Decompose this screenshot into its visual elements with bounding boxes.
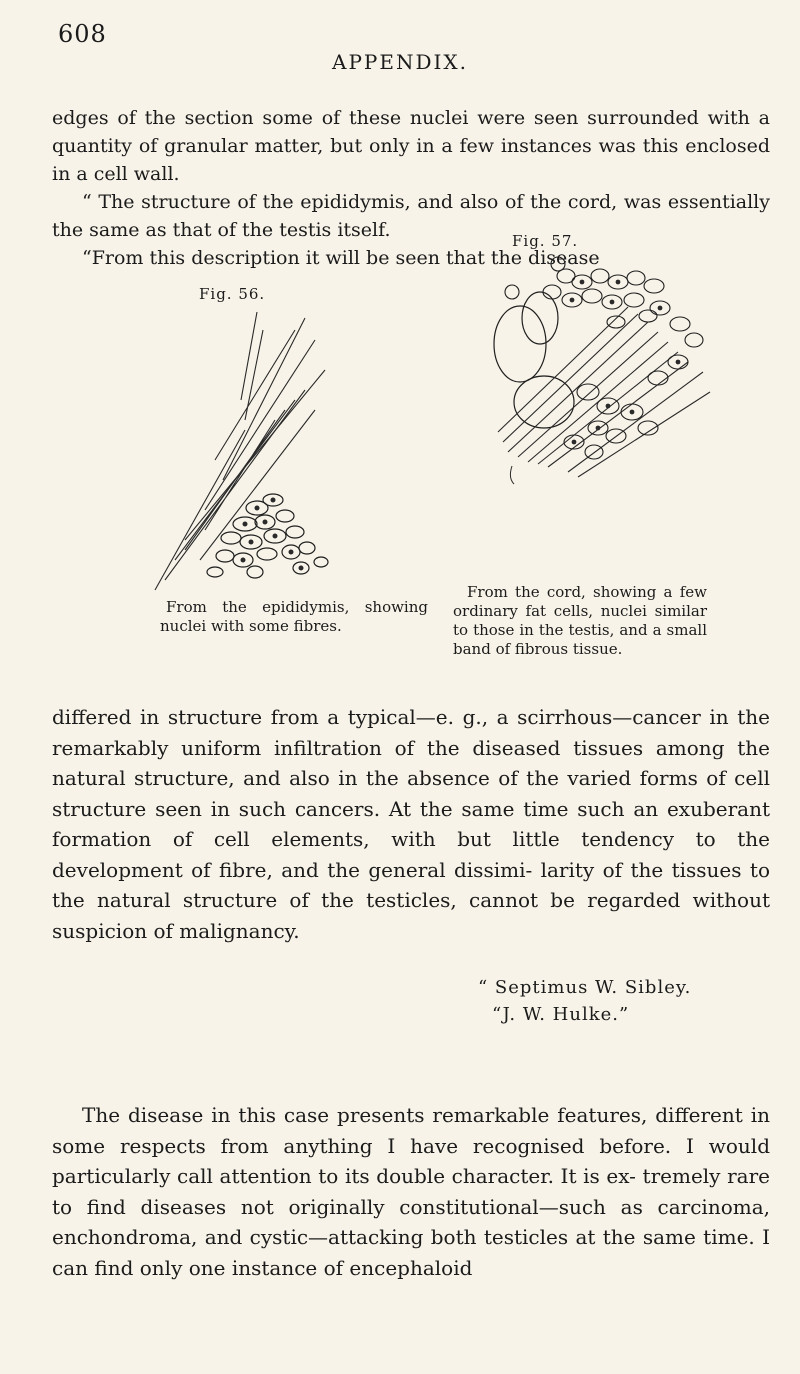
figure-57-caption: From the cord, showing a few ordinary fat cells, nuclei similar to those in the testis, and a small band of fibrous tissue.	[453, 583, 707, 658]
middle-text-block	[52, 702, 770, 946]
top-text-block	[52, 104, 770, 272]
paragraph: differed in structure from a typical—e. g., a scirrhous—cancer in the remarkably uniform infiltration of the diseased tissues among the natural structure, and also in the absence of the varied forms of cell structure seen in such cancers. At the same time such an exuberant formation of cell elements, with but little tendency to the development of fibre, and the general dissimi- larity of the tissues to the natural structure of the testicles, cannot be regarded without suspicion of malignancy.	[52, 705, 770, 943]
paragraph: “ The structure of the epididymis, and also of the cord, was essentially the same as that of the testis itself.	[52, 191, 770, 241]
signature-hulke: “J. W. Hulke.”	[492, 1004, 630, 1025]
page-number: 608	[58, 20, 107, 48]
running-head: APPENDIX.	[332, 50, 468, 74]
figure-56-label: Fig. 56.	[199, 285, 266, 303]
signature-sibley: “ Septimus W. Sibley.	[478, 977, 692, 998]
paragraph: edges of the section some of these nuclei were seen surrounded with a quantity of granular matter, but only in a few instances was this enclosed in a cell wall.	[52, 107, 770, 185]
histology-epididymis-illustration	[145, 310, 345, 595]
figure-56-caption: From the epididymis, showing nuclei with some fibres.	[160, 598, 428, 635]
paragraph: “From this description it will be seen that the disease	[82, 247, 600, 269]
histology-cord-illustration	[448, 252, 718, 582]
closing-text-block	[52, 1100, 770, 1283]
figure-57-label: Fig. 57.	[512, 232, 579, 250]
paragraph: The disease in this case presents remarkable features, different in some respects from anything I have recognised before. I would particularly call attention to its double character. It is ex- tremely rare to find diseases not originally constitutional—such as carcinoma, enchondroma, and cystic—attacking both testicles at the same time. I can find only one instance of encephaloid	[52, 1103, 770, 1280]
